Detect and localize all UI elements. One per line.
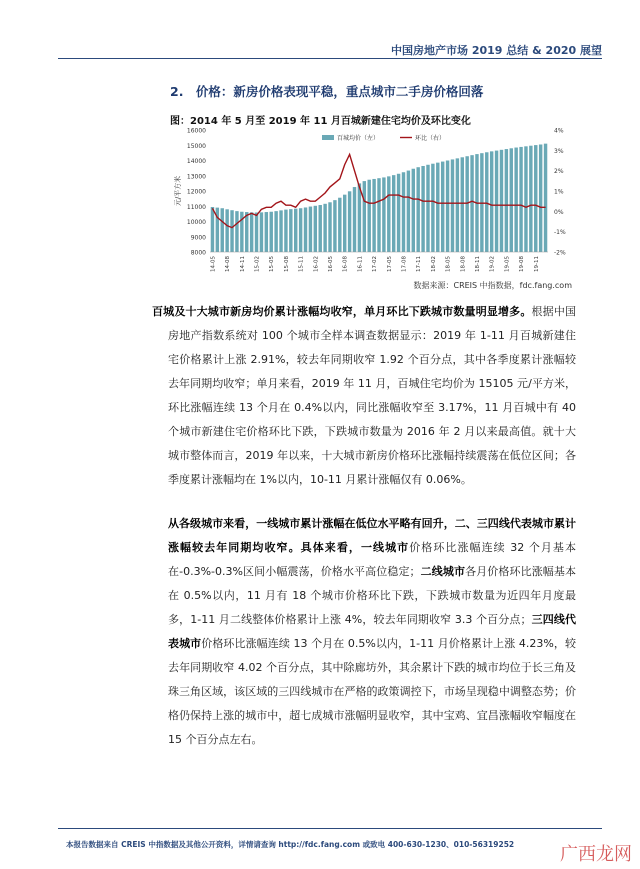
page-header (58, 38, 602, 59)
bar (441, 162, 444, 252)
bar (451, 159, 454, 252)
x-tick-label: 16-08 (342, 256, 349, 272)
x-tick-label: 16-02 (313, 256, 320, 272)
bar (323, 204, 326, 252)
legend-label-bars: 百城均价（左） (337, 135, 380, 142)
bar (372, 179, 375, 252)
bar (490, 151, 493, 252)
y-tick-label: 13000 (186, 173, 206, 181)
figure-caption: 图：2014 年 5 月至 2019 年 11 月百城新建住宅均价及环比变化 (170, 116, 471, 127)
x-tick-label: 19-11 (533, 256, 540, 272)
section-number: 2. (170, 84, 184, 99)
bar (461, 157, 464, 252)
bar (407, 171, 410, 252)
bar (235, 211, 238, 252)
bar (500, 150, 503, 252)
bar (270, 212, 273, 252)
bar (431, 164, 434, 252)
bar (495, 151, 498, 252)
y-tick-label: 14000 (186, 158, 206, 165)
tier1-text: 价格环比涨幅连续 32 个月基本在-0.3%-0.3%区间小幅震荡，价格水平高位稳定； (168, 541, 576, 578)
bar (338, 198, 341, 252)
bar (299, 208, 302, 252)
bar (250, 212, 253, 252)
y2-tick-label: 2% (554, 168, 564, 176)
bar (392, 175, 395, 252)
y2-tick-label: 0% (554, 208, 564, 216)
bar (387, 176, 390, 252)
y-tick-label: 9000 (190, 234, 206, 242)
y2-tick-label: 1% (554, 188, 564, 196)
tier2-label: 二线城市 (420, 565, 466, 578)
bar (446, 161, 449, 253)
x-tick-label: 19-08 (519, 256, 526, 272)
x-tick-label: 16-11 (357, 256, 364, 272)
bar (382, 177, 385, 252)
y-tick-label: 16000 (186, 127, 206, 135)
bar (456, 158, 459, 252)
bar (397, 174, 400, 252)
section-title (170, 82, 483, 100)
paragraph-1 (152, 300, 577, 492)
bar (436, 163, 439, 252)
y-tick-label: 10000 (186, 219, 206, 226)
bar (416, 167, 419, 252)
bar (402, 172, 405, 252)
bar (289, 209, 292, 252)
x-tick-label: 18-02 (430, 256, 437, 272)
x-tick-label: 18-08 (460, 256, 467, 272)
x-tick-label: 15-08 (283, 256, 290, 272)
x-tick-label: 18-05 (445, 256, 452, 272)
section-heading: 价格：新房价格表现平稳，重点城市二手房价格回落 (195, 84, 484, 99)
bar (319, 205, 322, 252)
bar (426, 165, 429, 252)
paragraph-2-lead: 从各级城市来看，一线城市累计涨幅在低位水平略有回升，二、三四线代表城市累计涨幅较去年同期均收窄。具体来看， (168, 517, 576, 554)
figure-source: 数据来源：CREIS 中指数据，fdc.fang.com (413, 281, 572, 290)
x-tick-label: 17-05 (386, 256, 393, 272)
x-tick-label: 16-05 (328, 256, 335, 272)
bar (343, 195, 346, 252)
watermark: 广西龙网 (560, 844, 632, 865)
bar (421, 166, 424, 252)
bar (505, 149, 508, 252)
y-tick-label: 12000 (186, 188, 206, 196)
x-tick-label: 19-02 (489, 256, 496, 272)
x-tick-label: 14-05 (210, 256, 217, 272)
y2-tick-label: 4% (554, 127, 564, 135)
bar (539, 144, 542, 252)
bar (265, 212, 268, 252)
paragraph-2 (168, 512, 576, 752)
x-tick-label: 17-08 (401, 256, 408, 272)
y-tick-label: 11000 (186, 203, 206, 211)
bar (294, 209, 297, 252)
bar (333, 200, 336, 252)
tier1-label: 一线城市 (360, 541, 410, 554)
price-chart (170, 124, 590, 280)
footer-text: 本报告数据来自 CREIS 中指数据及其他公开资料，详情请查询 http://fdc.fang.com 或致电 400-630-1230、010-56319252 (66, 840, 515, 849)
bar (412, 169, 415, 252)
x-tick-label: 17-11 (416, 256, 423, 272)
x-tick-label: 15-02 (254, 256, 261, 272)
bar (544, 144, 547, 252)
bar (221, 208, 224, 252)
tier3-label: 三四线代表城市 (168, 613, 576, 650)
tier3-text: 价格环比涨幅连续 13 个月在 0.5%以内，1-11 月价格累计上涨 4.23%，较去年同期收窄 4.02 个百分点，其中除廊坊外，其余累计下跌的城市均位于长三角及珠三角区域，该区域的三四线城市在严格的政策调控下，市场呈现稳中调整态势；价格仍保持上涨的城市中，超七成城市涨幅明显收窄，其中宝鸡、宜昌涨幅收窄幅度在 15 个百分点左右。 (168, 637, 576, 746)
bar (514, 148, 517, 252)
bar (284, 210, 287, 252)
legend-label-line: 环比（右） (415, 135, 446, 142)
bar (309, 207, 312, 252)
header-title: 中国房地产市场 2019 总结 & 2020 展望 (391, 44, 602, 57)
bar (353, 187, 356, 252)
x-tick-label: 17-02 (372, 256, 379, 272)
y2-tick-label: 3% (554, 147, 564, 155)
bar (465, 156, 468, 252)
bar (377, 178, 380, 252)
y2-tick-label: -1% (554, 229, 566, 237)
bar (314, 206, 317, 252)
paragraph-1-lead: 百城及十大城市新房均价累计涨幅均收窄，单月环比下跌城市数量明显增多。 (152, 305, 532, 318)
x-tick-label: 18-11 (474, 256, 481, 272)
bar (304, 207, 307, 252)
bar (230, 210, 233, 252)
bar (348, 191, 351, 252)
y-axis-label: 元/平方米 (174, 175, 182, 207)
bar (245, 212, 248, 252)
bar (534, 145, 537, 252)
bar (470, 155, 473, 252)
x-tick-label: 15-05 (269, 256, 276, 272)
bar (510, 148, 513, 252)
x-tick-label: 19-05 (504, 256, 511, 272)
x-tick-label: 14-11 (239, 256, 246, 272)
y-tick-label: 15000 (186, 142, 206, 150)
bar (367, 180, 370, 252)
bar (524, 146, 527, 252)
bar (529, 146, 532, 252)
bar (358, 183, 361, 252)
tier2-text: 各月价格环比涨幅基本在 0.5%以内，11 月有 18 个城市价格环比下跌，下跌城市数量为近四年月度最多，1-11 月二线整体价格累计上涨 4%，较去年同期收窄 3.3 个百分点； (168, 565, 576, 626)
bar (211, 207, 214, 252)
bar (255, 213, 258, 252)
y-tick-label: 8000 (190, 249, 206, 257)
bar (279, 210, 282, 252)
x-tick-label: 15-11 (298, 256, 305, 272)
bar (260, 212, 263, 252)
bar (363, 181, 366, 252)
bar (328, 202, 331, 252)
bar (274, 211, 277, 252)
paragraph-1-body: 根据中国房地产指数系统对 100 个城市全样本调查数据显示：2019 年 1-11 月百城新建住宅价格累计上涨 2.91%，较去年同期收窄 1.92 个百分点，其中各季度累计涨幅较去年同期均收窄；单月来看，2019 年 11 月，百城住宅均价为 15105 元/平方米，环比涨幅连续 13 个月在 0.4%以内，同比涨幅收窄至 3.17%，11 月百城中有 40 个城市新建住宅价格环比下跌，下跌城市数量为 2016 年 2 月以来最高值。就十大城市整体而言，2019 年以来，十大城市新房价格环比涨幅持续震荡在低位区间；各季度累计涨幅均在 1%以内，10-11 月累计涨幅仅有 0.06%。 (168, 305, 577, 486)
y2-tick-label: -2% (554, 249, 566, 257)
legend-swatch-bars (322, 135, 334, 140)
bar (519, 147, 522, 252)
page-footer (58, 828, 602, 849)
bar (485, 152, 488, 252)
bar (225, 209, 228, 252)
x-tick-label: 14-08 (225, 256, 232, 272)
